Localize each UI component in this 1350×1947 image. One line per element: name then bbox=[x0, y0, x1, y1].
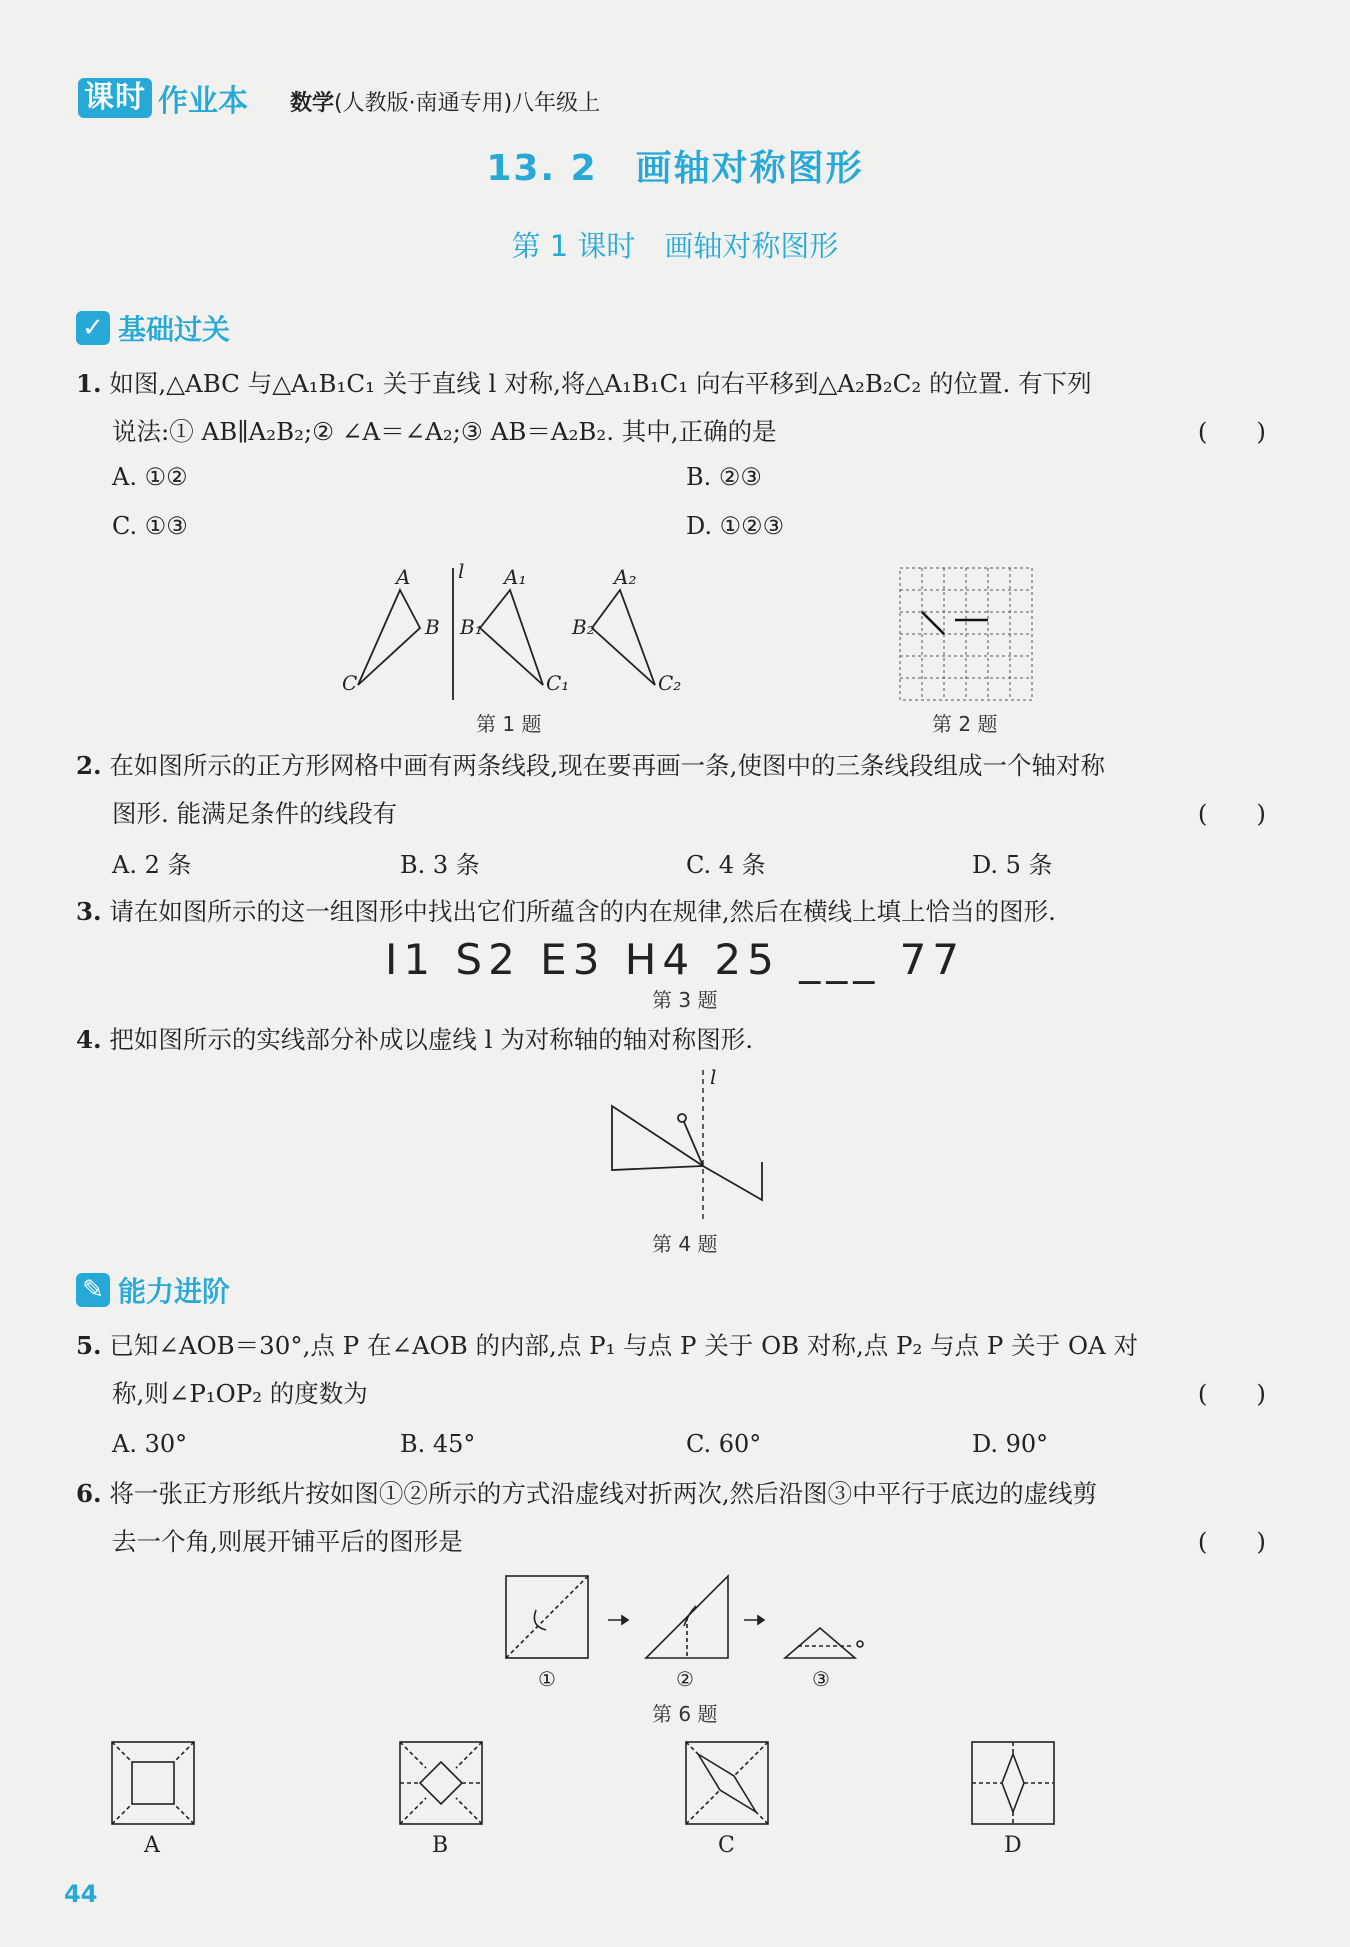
badge-basic bbox=[76, 308, 230, 348]
q3-caption: 第 3 题 bbox=[652, 988, 718, 1012]
lesson-title: 第 1 课时 画轴对称图形 bbox=[511, 229, 839, 263]
question-4 bbox=[76, 1016, 1266, 1064]
q5-option-d: D. 90° bbox=[972, 1430, 1049, 1458]
q4-label-l: l bbox=[710, 1065, 717, 1089]
q3-sequence: I1 S2 E3 H4 25 ___ 77 bbox=[384, 935, 966, 984]
label-a2: A₂ bbox=[614, 565, 637, 589]
subject-line bbox=[290, 86, 600, 117]
fold-step3-triangle bbox=[785, 1628, 855, 1658]
question-6 bbox=[76, 1470, 1266, 1566]
q1-number: 1. bbox=[76, 369, 102, 398]
q4-left-shape bbox=[612, 1106, 703, 1170]
scissors-icon bbox=[857, 1641, 863, 1647]
step3-label: ③ bbox=[812, 1667, 830, 1691]
badge-basic-label: 基础过关 bbox=[118, 313, 231, 346]
q1-figure bbox=[330, 560, 710, 710]
q2-line1: 在如图所示的正方形网格中画有两条线段,现在要再画一条,使图中的三条线段组成一个轴对称 bbox=[109, 751, 1105, 780]
question-1 bbox=[76, 360, 1266, 456]
q2-option-b: B. 3 条 bbox=[400, 851, 480, 879]
choice-a-label: A bbox=[144, 1833, 160, 1858]
fold-step1-diag bbox=[506, 1576, 588, 1658]
q2-number: 2. bbox=[76, 751, 102, 780]
q4-point bbox=[678, 1114, 686, 1122]
q6-answer-paren: ( ) bbox=[1197, 1527, 1266, 1556]
q1-option-d: D. ①②③ bbox=[686, 512, 785, 540]
q5-option-b: B. 45° bbox=[400, 1430, 476, 1458]
q1-option-a: A. ①② bbox=[112, 463, 188, 491]
q5-option-c: C. 60° bbox=[686, 1430, 762, 1458]
q2-caption: 第 2 题 bbox=[932, 712, 998, 736]
q6-line1: 将一张正方形纸片按如图①②所示的方式沿虚线对折两次,然后沿图③中平行于底边的虚线剪 bbox=[109, 1479, 1098, 1508]
brand-logo bbox=[78, 78, 248, 118]
q2-option-a: A. 2 条 bbox=[112, 851, 192, 879]
choice-c-label: C bbox=[718, 1833, 735, 1858]
badge-advanced-label: 能力进阶 bbox=[118, 1275, 231, 1308]
q4-line1: 把如图所示的实线部分补成以虚线 l 为对称轴的轴对称图形. bbox=[109, 1025, 754, 1054]
q4-right-shape bbox=[703, 1162, 762, 1200]
step1-label: ① bbox=[538, 1667, 556, 1691]
choice-d-label: D bbox=[1004, 1833, 1022, 1858]
label-c1: C₁ bbox=[546, 671, 570, 695]
logo-text: 作业本 bbox=[158, 84, 248, 119]
q6-fold-figure bbox=[500, 1570, 880, 1690]
q5-number: 5. bbox=[76, 1331, 102, 1360]
q6-choice-a bbox=[110, 1740, 200, 1860]
q6-choice-d bbox=[970, 1740, 1060, 1860]
q3-line1: 请在如图所示的这一组图形中找出它们所蕴含的内在规律,然后在横线上填上恰当的图形. bbox=[109, 897, 1056, 926]
question-2 bbox=[76, 742, 1266, 838]
question-5 bbox=[76, 1322, 1266, 1418]
q2-option-c: C. 4 条 bbox=[686, 851, 766, 879]
q6-line2: 去一个角,则展开铺平后的图形是 bbox=[112, 1527, 463, 1556]
q4-caption: 第 4 题 bbox=[652, 1232, 718, 1256]
label-b: B bbox=[425, 615, 440, 639]
q1-caption: 第 1 题 bbox=[476, 712, 542, 736]
q6-choice-c bbox=[684, 1740, 774, 1860]
subject-name: 数学 bbox=[290, 91, 335, 116]
choice-b-label: B bbox=[432, 1833, 449, 1858]
q6-caption: 第 6 题 bbox=[652, 1702, 718, 1726]
pencil-icon: ✎ bbox=[76, 1273, 110, 1307]
fold-step2-arrow bbox=[684, 1606, 696, 1626]
label-a: A bbox=[396, 565, 411, 589]
q5-line1: 已知∠AOB＝30°,点 P 在∠AOB 的内部,点 P₁ 与点 P 关于 OB 对称,点 P₂ 与点 P 关于 OA 对 bbox=[109, 1331, 1139, 1360]
segment-diagonal bbox=[922, 612, 944, 634]
triangle-abc bbox=[358, 590, 420, 685]
triangle-a1b1c1 bbox=[480, 590, 543, 685]
q2-grid-figure bbox=[900, 568, 1032, 700]
q1-line2: 说法:① AB∥A₂B₂;② ∠A＝∠A₂;③ AB＝A₂B₂. 其中,正确的是 bbox=[112, 417, 777, 446]
q4-number: 4. bbox=[76, 1025, 102, 1054]
q5-line2: 称,则∠P₁OP₂ 的度数为 bbox=[112, 1379, 368, 1408]
checkmark-icon: ✓ bbox=[76, 311, 110, 345]
label-b1: B₁ bbox=[460, 615, 483, 639]
q2-answer-paren: ( ) bbox=[1197, 799, 1266, 828]
q6-choice-b bbox=[398, 1740, 488, 1860]
q3-number: 3. bbox=[76, 897, 102, 926]
label-l: l bbox=[458, 559, 465, 583]
label-b2: B₂ bbox=[572, 615, 595, 639]
q5-option-a: A. 30° bbox=[112, 1430, 188, 1458]
q1-answer-paren: ( ) bbox=[1197, 417, 1266, 446]
q4-figure bbox=[610, 1065, 770, 1230]
badge-advanced bbox=[76, 1270, 230, 1310]
q1-option-c: C. ①③ bbox=[112, 512, 188, 540]
label-c2: C₂ bbox=[658, 671, 682, 695]
triangle-a2b2c2 bbox=[592, 590, 655, 685]
q6-number: 6. bbox=[76, 1479, 102, 1508]
step2-label: ② bbox=[676, 1667, 694, 1691]
question-3 bbox=[76, 888, 1266, 936]
page-number: 44 bbox=[64, 1880, 98, 1908]
q1-option-b: B. ②③ bbox=[686, 463, 762, 491]
section-title: 13. 2 画轴对称图形 bbox=[486, 148, 864, 189]
q1-line1: 如图,△ABC 与△A₁B₁C₁ 关于直线 l 对称,将△A₁B₁C₁ 向右平移到△A₂B₂C₂ 的位置. 有下列 bbox=[109, 369, 1092, 398]
subject-edition: (人教版·南通专用)八年级上 bbox=[334, 91, 601, 116]
q5-answer-paren: ( ) bbox=[1197, 1379, 1266, 1408]
q2-option-d: D. 5 条 bbox=[972, 851, 1053, 879]
label-a1: A₁ bbox=[504, 565, 527, 589]
label-c: C bbox=[342, 671, 358, 695]
q2-line2: 图形. 能满足条件的线段有 bbox=[112, 799, 398, 828]
logo-box: 课时 bbox=[78, 78, 152, 118]
